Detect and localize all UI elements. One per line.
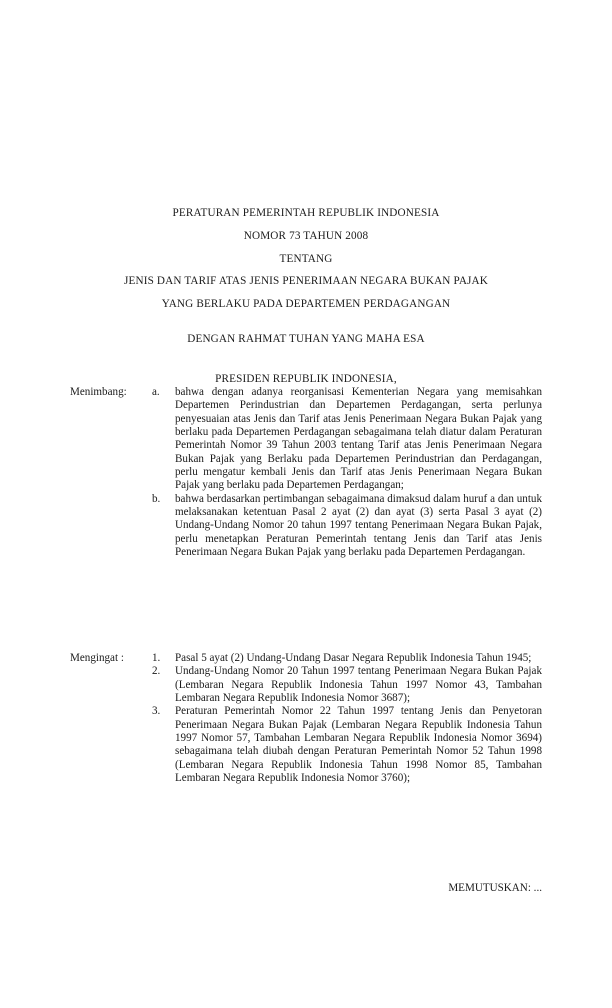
mengingat-text-2: Undang-Undang Nomor 20 Tahun 1997 tentang Penerimaan Negara Bukan Pajak (Lembaran Negara Republik Indonesia Tahun 1997 Nomor 43, Tambahan Lembaran Negara Republik Indonesia Nomor 3687);	[175, 665, 542, 705]
memutuskan-line: MEMUTUSKAN: ...	[448, 882, 542, 894]
mengingat-marker-1: 1.	[152, 652, 161, 664]
mengingat-item-3	[70, 705, 542, 785]
heading-line-regulation-title: PERATURAN PEMERINTAH REPUBLIK INDONESIA	[172, 207, 440, 219]
heading-line-number: NOMOR 73 TAHUN 2008	[243, 229, 369, 242]
heading-line-president: PRESIDEN REPUBLIK INDONESIA,	[215, 372, 397, 385]
menimbang-section	[70, 386, 542, 559]
heading-line-subject-2: YANG BERLAKU PADA DEPARTEMEN PERDAGANGAN	[161, 298, 451, 311]
mengingat-marker-3: 3.	[152, 705, 161, 718]
document-heading	[70, 202, 542, 391]
mengingat-marker-2: 2.	[152, 665, 161, 678]
mengingat-text-3: Peraturan Pemerintah Nomor 22 Tahun 1997 tentang Jenis dan Penyetoran Penerimaan Negara Bukan Pajak (Lembaran Negara Republik Indonesia Tahun 1997 Nomor 57, Tambahan Lembaran Negara Republik Indonesia Nomor 3694) sebagaimana telah diubah dengan Peraturan Pemerintah Nomor 52 Tahun 1998 (Lembaran Negara Republik Indonesia Tahun 1998 Nomor 85, Tambahan Lembaran Negara Republik Indonesia Nomor 3760);	[175, 705, 542, 785]
menimbang-label: Menimbang:	[70, 386, 127, 398]
menimbang-marker-a: a.	[152, 386, 160, 398]
menimbang-text-a: bahwa dengan adanya reorganisasi Kementerian Negara yang memisahkan Departemen Perindustrian dan Departemen Perdagangan, serta perlunya penyesuaian atas Jenis dan Tarif atas Jenis Penerimaan Negara Bukan Pajak yang berlaku pada Departemen Perdagangan sebagaimana telah diatur dalam Peraturan Pemerintah Nomor 39 Tahun 2003 tentang Tarif atas Jenis Penerimaan Negara Bukan Pajak yang Berlaku pada Departemen Perindustrian dan Perdagangan, perlu mengatur kembali Jenis dan Tarif atas Jenis Penerimaan Negara Bukan Pajak yang berlaku pada Departemen Perdagangan;	[175, 386, 542, 492]
menimbang-item-a	[70, 386, 542, 493]
heading-line-subject-1: JENIS DAN TARIF ATAS JENIS PENERIMAAN NEGARA BUKAN PAJAK	[123, 275, 489, 288]
menimbang-marker-b: b.	[152, 492, 161, 505]
mengingat-section	[70, 652, 542, 785]
menimbang-text-b: bahwa berdasarkan pertimbangan sebagaimana dimaksud dalam huruf a dan untuk melaksanakan ketentuan Pasal 2 ayat (2) dan ayat (3) serta Pasal 3 ayat (2) Undang-Undang Nomor 20 tahun 1997 tentang Penerimaan Negara Bukan Pajak, perlu menetapkan Peraturan Pemerintah tentang Jenis dan Tarif atas Jenis Penerimaan Negara Bukan Pajak yang berlaku pada Departemen Perdagangan.	[175, 492, 542, 559]
heading-line-tentang: TENTANG	[279, 252, 333, 265]
menimbang-item-b	[70, 493, 542, 560]
heading-line-blessing: DENGAN RAHMAT TUHAN YANG MAHA ESA	[187, 332, 425, 345]
mengingat-item-1	[70, 652, 542, 665]
mengingat-label: Mengingat :	[70, 652, 124, 664]
mengingat-item-2	[70, 665, 542, 705]
mengingat-text-1: Pasal 5 ayat (2) Undang-Undang Dasar Negara Republik Indonesia Tahun 1945;	[175, 652, 532, 664]
